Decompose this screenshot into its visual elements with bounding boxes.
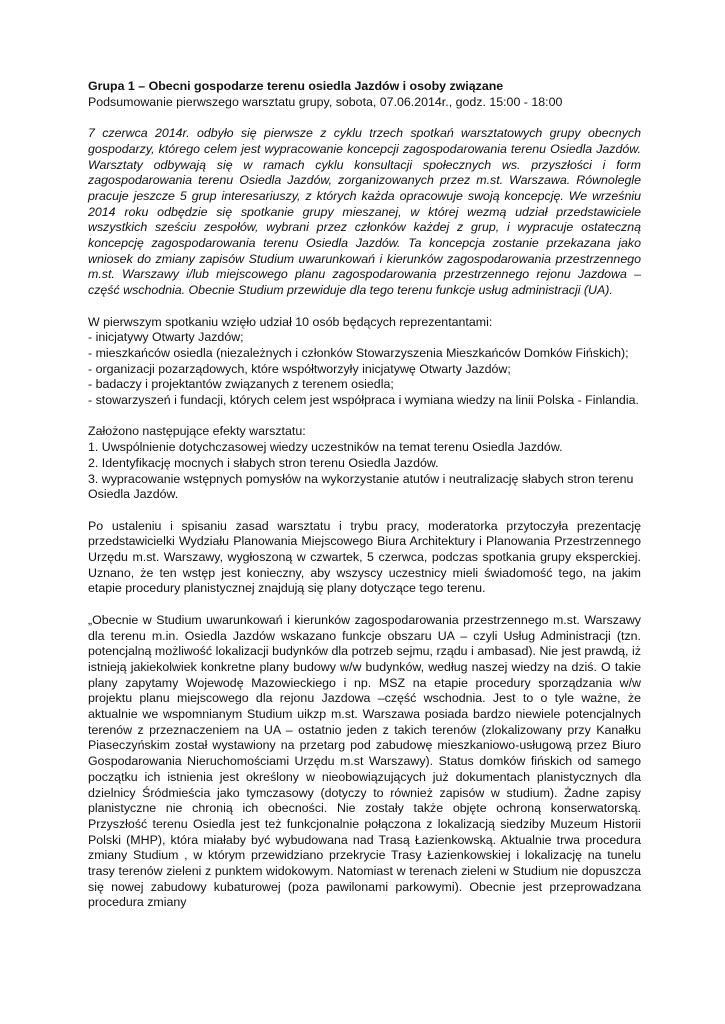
list-item: - mieszkańców osiedla (niezależnych i członków Stowarzyszenia Mieszkańców Domków Fińskich); — [88, 345, 629, 360]
rules-paragraph: Po ustaleniu i spisaniu zasad warsztatu i trybu pracy, moderatorka przytoczyła prezentację przedstawicielki Wydziału Planowania Miejscowego Biura Architektury i Planowania Przestrzennego Urzędu m.st. Warszawy, wygłoszoną w czwartek, 5 czerwca, podczas spotkania grupy eksperckiej. Uznano, że ten wstęp jest konieczny, aby wszyscy uczestnicy mieli świadomość tego, na jakim etapie procedury planistycznej znajdują się plany dotyczące tego terenu. — [88, 518, 641, 596]
list-item: 2. Identyfikację mocnych i słabych stron terenu Osiedla Jazdów. — [88, 455, 439, 470]
list-item: 3. wypracowanie wstępnych pomysłów na wykorzystanie atutów i neutralizację słabych stron terenu Osiedla Jazdów. — [88, 471, 634, 502]
document-title: Grupa 1 – Obecni gospodarze terenu osiedla Jazdów i osoby związane — [88, 79, 504, 93]
effects-list — [88, 440, 641, 503]
document-page — [88, 79, 641, 911]
list-item: 1. Uwspólnienie dotychczasowej wiedzy uczestników na temat terenu Osiedla Jazdów. — [88, 440, 563, 455]
list-item: - organizacji pozarządowych, które współtworzyły inicjatywę Otwarty Jazdów; — [88, 361, 511, 376]
participants-lead: W pierwszym spotkaniu wzięło udział 10 osób będących reprezentantami: — [88, 314, 493, 329]
list-item: - badaczy i projektantów związanych z terenem osiedla; — [88, 377, 394, 392]
intro-paragraph: 7 czerwca 2014r. odbyło się pierwsze z cyklu trzech spotkań warsztatowych grupy obecnych gospodarzy, którego celem jest wypracowanie koncepcji zagospodarowania terenu Osiedla Jazdów. Warsztaty odbywają się w ramach cyklu konsultacji społecznych ws. przyszłości i form zagospodarowania terenu Osiedla Jazdów, zorganizowanych przez m.st. Warszawa. Równolegle pracuje jeszcze 5 grup interesariuszy, z których każda opracowuje swoją koncepcję. We wrześniu 2014 roku odbędzie się spotkanie grupy mieszanej, w której wezmą udział przedstawiciele wszystkich sześciu zespołów, wybrani przez członków każdej z grup, i wypracuje ostateczną koncepcję zagospodarowania terenu Osiedla Jazdów. Ta koncepcja zostanie przekazana jako wniosek do zmiany zapisów Studium uwarunkowań i kierunków zagospodarowania przestrzennego m.st. Warszawy i/lub miejscowego planu zagospodarowania przestrzennego rejonu Jazdowa – część wschodnia. Obecnie Studium przewiduje dla tego terenu funkcje usług administracji (UA). — [88, 126, 641, 298]
participants-list — [88, 330, 641, 409]
list-item: - stowarzyszeń i fundacji, których celem jest współpraca i wymiana wiedzy na linii Polska - Finlandia. — [88, 393, 639, 408]
list-item: - inicjatywy Otwarty Jazdów; — [88, 330, 244, 345]
quote-paragraph: „Obecnie w Studium uwarunkowań i kierunków zagospodarowania przestrzennego m.st. Warszawy dla terenu m.in. Osiedla Jazdów wskazano funkcje obszaru UA – czyli Usług Administracji (tzn. potencjalną możliwość lokalizacji budynków dla potrzeb sejmu, rządu i ambasad). Nie jest prawdą, iż istnieją jakiekolwiek konkretne plany budowy w/w budynków, według naszej wiedzy na dziś. O takie plany zapytamy Wojewodę Mazowieckiego i np. MSZ na etapie procedury sporządzania w/w projektu planu miejscowego dla rejonu Jazdowa –część wschodnia. Jest to o tyle ważne, że aktualnie we wspomnianym Studium uikzp m.st. Warszawa posiada bardzo niewiele potencjalnych terenów z przeznaczeniem na UA – ostatnio jeden z takich terenów (zlokalizowany przy Kanałku Piaseczyńskim został wystawiony na przetarg pod zabudowę mieszkaniowo-usługową przez Biuro Gospodarowania Nieruchomościami Urzędu m.st Warszawy). Status domków fińskich od samego początku ich istnienia jest określony w nieobowiązujących już dokumentach planistycznych dla dzielnicy Śródmieścia jako tymczasowy (dotyczy to również zapisów w studium). Żadne zapisy planistyczne nie chronią ich obecności. Nie zostały także objęte ochroną konserwatorską. Przyszłość terenu Osiedla jest też funkcjonalnie połączona z lokalizacją siedziby Muzeum Historii Polski (MHP), która miałaby być wybudowana nad Trasą Łazienkowską. Aktualnie trwa procedura zmiany Studium , w którym przewidziano przekrycie Trasy Łazienkowskiej i lokalizację na tunelu trasy terenów zieleni z punktem widokowym. Natomiast w terenach zieleni w Studium nie dopuszcza się nowej zabudowy kubaturowej (poza pawilonami parkowymi). Obecnie jest przeprowadzana procedura zmiany — [88, 612, 641, 910]
document-subtitle: Podsumowanie pierwszego warsztatu grupy, sobota, 07.06.2014r., godz. 15:00 - 18:00 — [88, 94, 563, 109]
effects-lead: Założono następujące efekty warsztatu: — [88, 424, 306, 439]
